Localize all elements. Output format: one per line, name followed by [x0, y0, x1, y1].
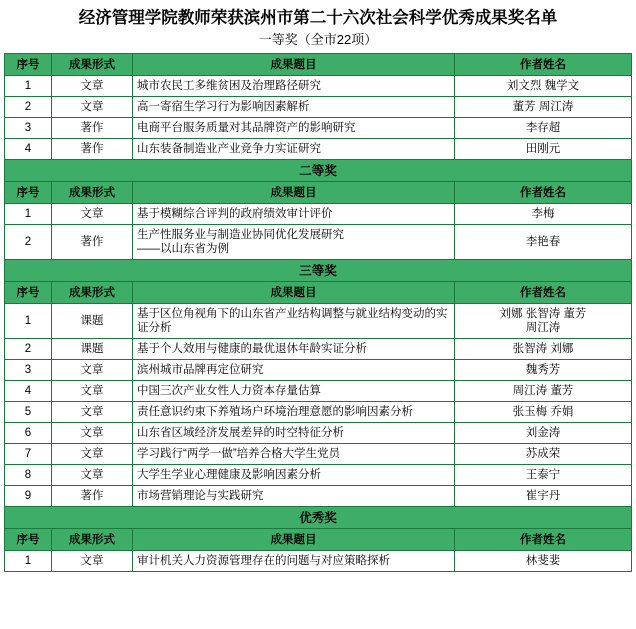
cell-author: 周江涛 董芳: [455, 381, 632, 402]
cell-type: 课题: [52, 339, 133, 360]
table-row: [5, 360, 632, 381]
cell-title: 城市农民工多维贫困及治理路径研究: [133, 76, 455, 97]
cell-author: 李艳春: [455, 225, 632, 260]
cell-type: 文章: [52, 360, 133, 381]
column-header-num: 序号: [5, 282, 52, 304]
cell-type: 文章: [52, 402, 133, 423]
cell-author: 魏秀芳: [455, 360, 632, 381]
table-header-row: [5, 529, 632, 551]
cell-author: 刘文烈 魏学文: [455, 76, 632, 97]
cell-type: 著作: [52, 486, 133, 507]
cell-type: 文章: [52, 97, 133, 118]
cell-author: 李梅: [455, 204, 632, 225]
section-heading: 优秀奖: [5, 507, 632, 529]
table-row: [5, 339, 632, 360]
cell-type: 著作: [52, 118, 133, 139]
cell-num: 3: [5, 360, 52, 381]
table-row: [5, 76, 632, 97]
cell-author: 张智涛 刘娜: [455, 339, 632, 360]
cell-title: 审计机关人力资源管理存在的问题与对应策略探析: [133, 551, 455, 572]
table-row: [5, 204, 632, 225]
table-row: [5, 423, 632, 444]
cell-title: 山东省区域经济发展差异的时空特征分析: [133, 423, 455, 444]
column-header-author: 作者姓名: [455, 282, 632, 304]
section-heading: 二等奖: [5, 160, 632, 182]
cell-type: 文章: [52, 551, 133, 572]
column-header-title: 成果题目: [133, 282, 455, 304]
cell-num: 1: [5, 304, 52, 339]
table-row: [5, 444, 632, 465]
page-title: 经济管理学院教师荣获滨州市第二十六次社会科学优秀成果奖名单: [78, 9, 558, 27]
cell-type: 著作: [52, 139, 133, 160]
section-heading-row: [5, 260, 632, 282]
cell-author: 苏成荣: [455, 444, 632, 465]
cell-type: 文章: [52, 204, 133, 225]
cell-title: 市场营销理论与实践研究: [133, 486, 455, 507]
column-header-type: 成果形式: [52, 282, 133, 304]
cell-title: 基于个人效用与健康的最优退休年龄实证分析: [133, 339, 455, 360]
cell-author: 林斐婓: [455, 551, 632, 572]
cell-num: 9: [5, 486, 52, 507]
cell-title: 生产性服务业与制造业协同优化发展研究 ——以山东省为例: [133, 225, 455, 260]
cell-title: 责任意识约束下养殖场户环境治理意愿的影响因素分析: [133, 402, 455, 423]
table-header-row: [5, 182, 632, 204]
section-heading-row: [5, 160, 632, 182]
column-header-num: 序号: [5, 182, 52, 204]
cell-num: 2: [5, 97, 52, 118]
table-header-row: [5, 282, 632, 304]
cell-title: 高一寄宿生学习行为影响因素解析: [133, 97, 455, 118]
cell-title: 学习践行“两学一做”培养合格大学生党员: [133, 444, 455, 465]
column-header-author: 作者姓名: [455, 54, 632, 76]
cell-type: 文章: [52, 76, 133, 97]
cell-author: 王泰宁: [455, 465, 632, 486]
cell-num: 1: [5, 76, 52, 97]
cell-author: 崔宇丹: [455, 486, 632, 507]
cell-author: 张玉梅 乔娟: [455, 402, 632, 423]
cell-num: 2: [5, 225, 52, 260]
table-header-row: [5, 54, 632, 76]
cell-num: 6: [5, 423, 52, 444]
cell-type: 文章: [52, 444, 133, 465]
cell-num: 7: [5, 444, 52, 465]
cell-title: 基于区位角视角下的山东省产业结构调整与就业结构变动的实证分析: [133, 304, 455, 339]
cell-num: 8: [5, 465, 52, 486]
table-row: [5, 139, 632, 160]
cell-num: 4: [5, 381, 52, 402]
column-header-type: 成果形式: [52, 54, 133, 76]
page-subtitle: 一等奖（全市22项）: [258, 32, 378, 47]
column-header-title: 成果题目: [133, 529, 455, 551]
cell-type: 文章: [52, 465, 133, 486]
cell-num: 1: [5, 551, 52, 572]
cell-author: 刘金涛: [455, 423, 632, 444]
column-header-author: 作者姓名: [455, 182, 632, 204]
column-header-title: 成果题目: [133, 182, 455, 204]
section-heading-row: [5, 507, 632, 529]
table-row: [5, 118, 632, 139]
cell-num: 5: [5, 402, 52, 423]
column-header-title: 成果题目: [133, 54, 455, 76]
cell-author: 刘娜 张智涛 董芳 周江涛: [455, 304, 632, 339]
cell-num: 1: [5, 204, 52, 225]
cell-title: 大学生学业心理健康及影响因素分析: [133, 465, 455, 486]
column-header-num: 序号: [5, 529, 52, 551]
cell-title: 中国三次产业女性人力资本存量估算: [133, 381, 455, 402]
column-header-author: 作者姓名: [455, 529, 632, 551]
table-row: [5, 225, 632, 260]
column-header-type: 成果形式: [52, 529, 133, 551]
cell-title: 山东装备制造业产业竞争力实证研究: [133, 139, 455, 160]
table-row: [5, 551, 632, 572]
cell-num: 2: [5, 339, 52, 360]
cell-author: 李存超: [455, 118, 632, 139]
cell-type: 著作: [52, 225, 133, 260]
table-row: [5, 381, 632, 402]
cell-type: 文章: [52, 423, 133, 444]
section-heading: 三等奖: [5, 260, 632, 282]
table-row: [5, 486, 632, 507]
cell-num: 3: [5, 118, 52, 139]
table-row: [5, 304, 632, 339]
cell-title: 电商平台服务质量对其品牌资产的影响研究: [133, 118, 455, 139]
column-header-num: 序号: [5, 54, 52, 76]
cell-title: 基于模糊综合评判的政府绩效审计评价: [133, 204, 455, 225]
awards-table: [4, 53, 632, 572]
table-row: [5, 465, 632, 486]
column-header-type: 成果形式: [52, 182, 133, 204]
cell-num: 4: [5, 139, 52, 160]
table-row: [5, 97, 632, 118]
cell-type: 文章: [52, 381, 133, 402]
cell-type: 课题: [52, 304, 133, 339]
table-row: [5, 402, 632, 423]
cell-title: 滨州城市品牌再定位研究: [133, 360, 455, 381]
cell-author: 董芳 周江涛: [455, 97, 632, 118]
cell-author: 田刚元: [455, 139, 632, 160]
